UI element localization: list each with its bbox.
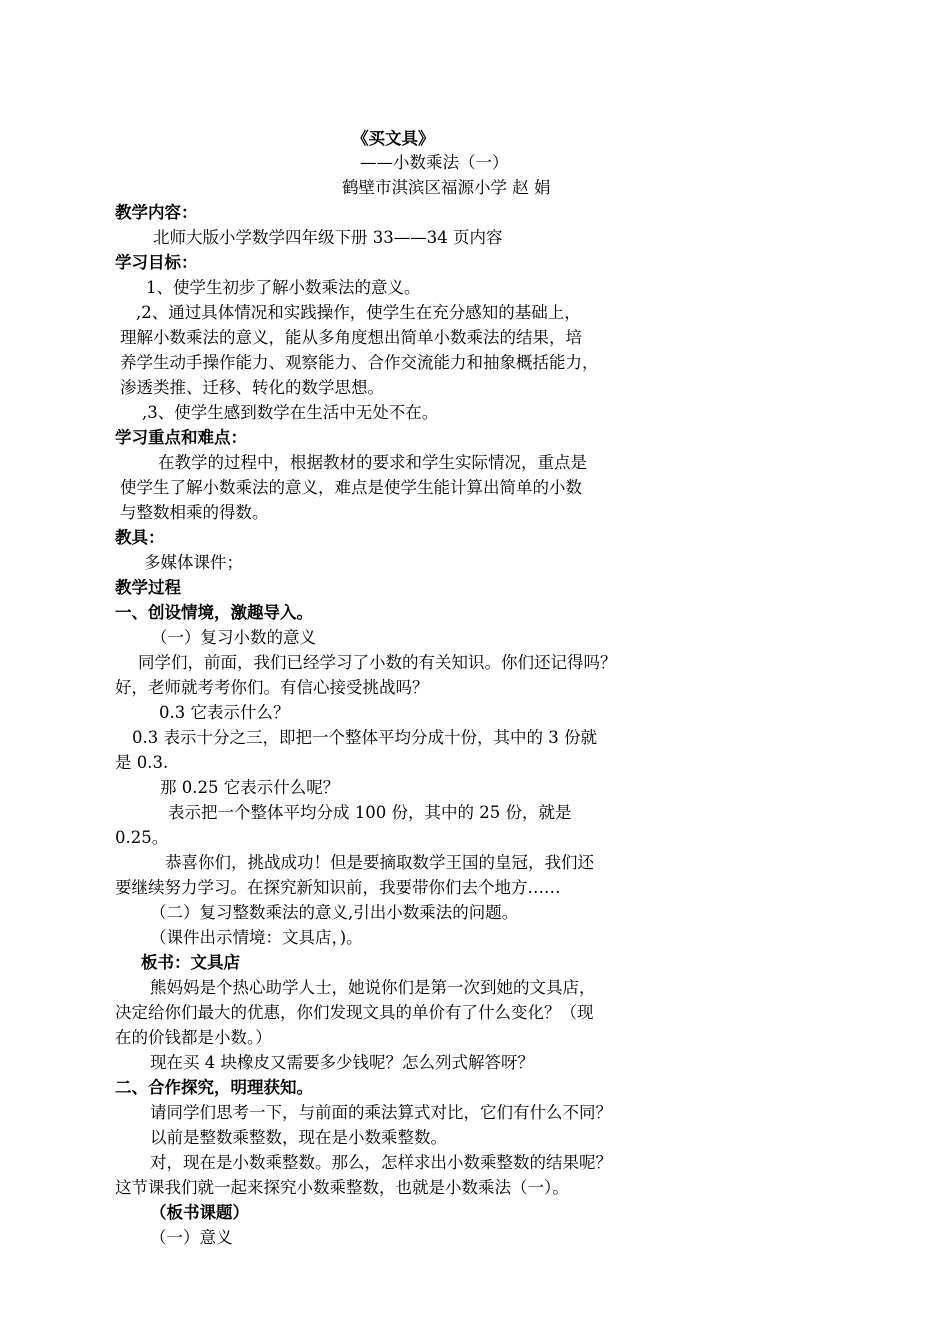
part1-story-line-3: 在的价钱都是小数。） bbox=[115, 1028, 272, 1047]
part1-board-note: 板书：文具店 bbox=[141, 953, 240, 972]
heading-process: 教学过程 bbox=[115, 578, 181, 597]
part2-explore-line-2: 这节课我们就一起来探究小数乘整数，也就是小数乘法（一）。 bbox=[115, 1178, 569, 1197]
key-line-2: 使学生了解小数乘法的意义，难点是使学生能计算出简单的小数 bbox=[120, 478, 582, 497]
heading-key-points: 学习重点和难点： bbox=[115, 428, 247, 447]
goal-2-line-3: 养学生动手操作能力、观察能力、合作交流能力和抽象概括能力， bbox=[120, 353, 599, 372]
part1-praise-line-1: 恭喜你们，挑战成功！但是要摘取数学王国的皇冠，我们还 bbox=[165, 853, 594, 872]
heading-goals: 学习目标： bbox=[115, 253, 198, 272]
heading-tools: 教具： bbox=[115, 528, 165, 547]
heading-content: 教学内容： bbox=[115, 203, 198, 222]
goal-2-line-2: 理解小数乘法的意义，能从多角度想出简单小数乘法的结果，培 bbox=[120, 328, 582, 347]
part1-question-2: 那 0.25 它表示什么呢？ bbox=[160, 778, 340, 797]
part1-answer-2-line-2: 0.25。 bbox=[115, 828, 169, 847]
part1-answer-2-line-1: 表示把一个整体平均分成 100 份，其中的 25 份，就是 bbox=[168, 803, 572, 822]
part1-answer-1-line-2: 是 0.3. bbox=[115, 753, 169, 772]
part1-praise-line-2: 要继续努力学习。在探究新知识前，我要带你们去个地方…… bbox=[115, 878, 561, 897]
part2-explore-line-1: 对，现在是小数乘整数。那么，怎样求出小数乘整数的结果呢？ bbox=[150, 1153, 612, 1172]
part1-review-decimal: （一）复习小数的意义 bbox=[151, 628, 316, 647]
part1-question-1: 0.3 它表示什么？ bbox=[159, 703, 290, 722]
part1-story-line-2: 决定给你们最大的优惠，你们发现文具的单价有了什么变化？（现 bbox=[115, 1003, 594, 1022]
goal-2-line-1: ,2、通过具体情况和实践操作，使学生在充分感知的基础上， bbox=[136, 303, 581, 322]
tools-text: 多媒体课件； bbox=[144, 553, 243, 572]
part1-answer-1-line-1: 0.3 表示十分之三，即把一个整体平均分成十份，其中的 3 份就 bbox=[132, 728, 597, 747]
content-text: 北师大版小学数学四年级下册 33——34 页内容 bbox=[153, 228, 503, 247]
part1-eraser-question: 现在买 4 块橡皮又需要多少钱呢？怎么列式解答呀？ bbox=[150, 1053, 534, 1072]
part2-compare-question: 请同学们思考一下，与前面的乘法算式对比，它们有什么不同？ bbox=[150, 1103, 612, 1122]
key-line-1: 在教学的过程中，根据教材的要求和学生实际情况，重点是 bbox=[158, 453, 587, 472]
part1-intro-line-1: 同学们，前面，我们已经学习了小数的有关知识。你们还记得吗？ bbox=[138, 653, 617, 672]
key-line-3: 与整数相乘的得数。 bbox=[120, 503, 269, 522]
part2-compare-answer: 以前是整数乘整数，现在是小数乘整数。 bbox=[150, 1128, 447, 1147]
part1-intro-line-2: 好，老师就考考你们。有信心接受挑战吗？ bbox=[115, 678, 429, 697]
goal-3: ,3、使学生感到数学在生活中无处不在。 bbox=[142, 403, 439, 422]
document-subtitle: ——小数乘法（一） bbox=[360, 153, 509, 172]
heading-part-2: 二、合作探究，明理获知。 bbox=[115, 1078, 313, 1097]
goal-2-line-4: 渗透类推、迁移、转化的数学思想。 bbox=[120, 378, 384, 397]
part1-courseware-note: （课件出示情境：文具店，)。 bbox=[150, 928, 363, 947]
part1-review-integer: （二）复习整数乘法的意义,引出小数乘法的问题。 bbox=[150, 903, 519, 922]
part1-story-line-1: 熊妈妈是个热心助学人士，她说你们是第一次到她的文具店， bbox=[150, 978, 596, 997]
part2-meaning: （一）意义 bbox=[150, 1228, 233, 1247]
heading-part-1: 一、创设情境，激趣导入。 bbox=[115, 603, 313, 622]
document-title: 《买文具》 bbox=[352, 129, 435, 148]
goal-1: 1、使学生初步了解小数乘法的意义。 bbox=[146, 278, 421, 297]
document-author: 鹤壁市淇滨区福源小学 赵 娟 bbox=[342, 178, 551, 197]
part2-board-title: （板书课题） bbox=[150, 1203, 249, 1222]
